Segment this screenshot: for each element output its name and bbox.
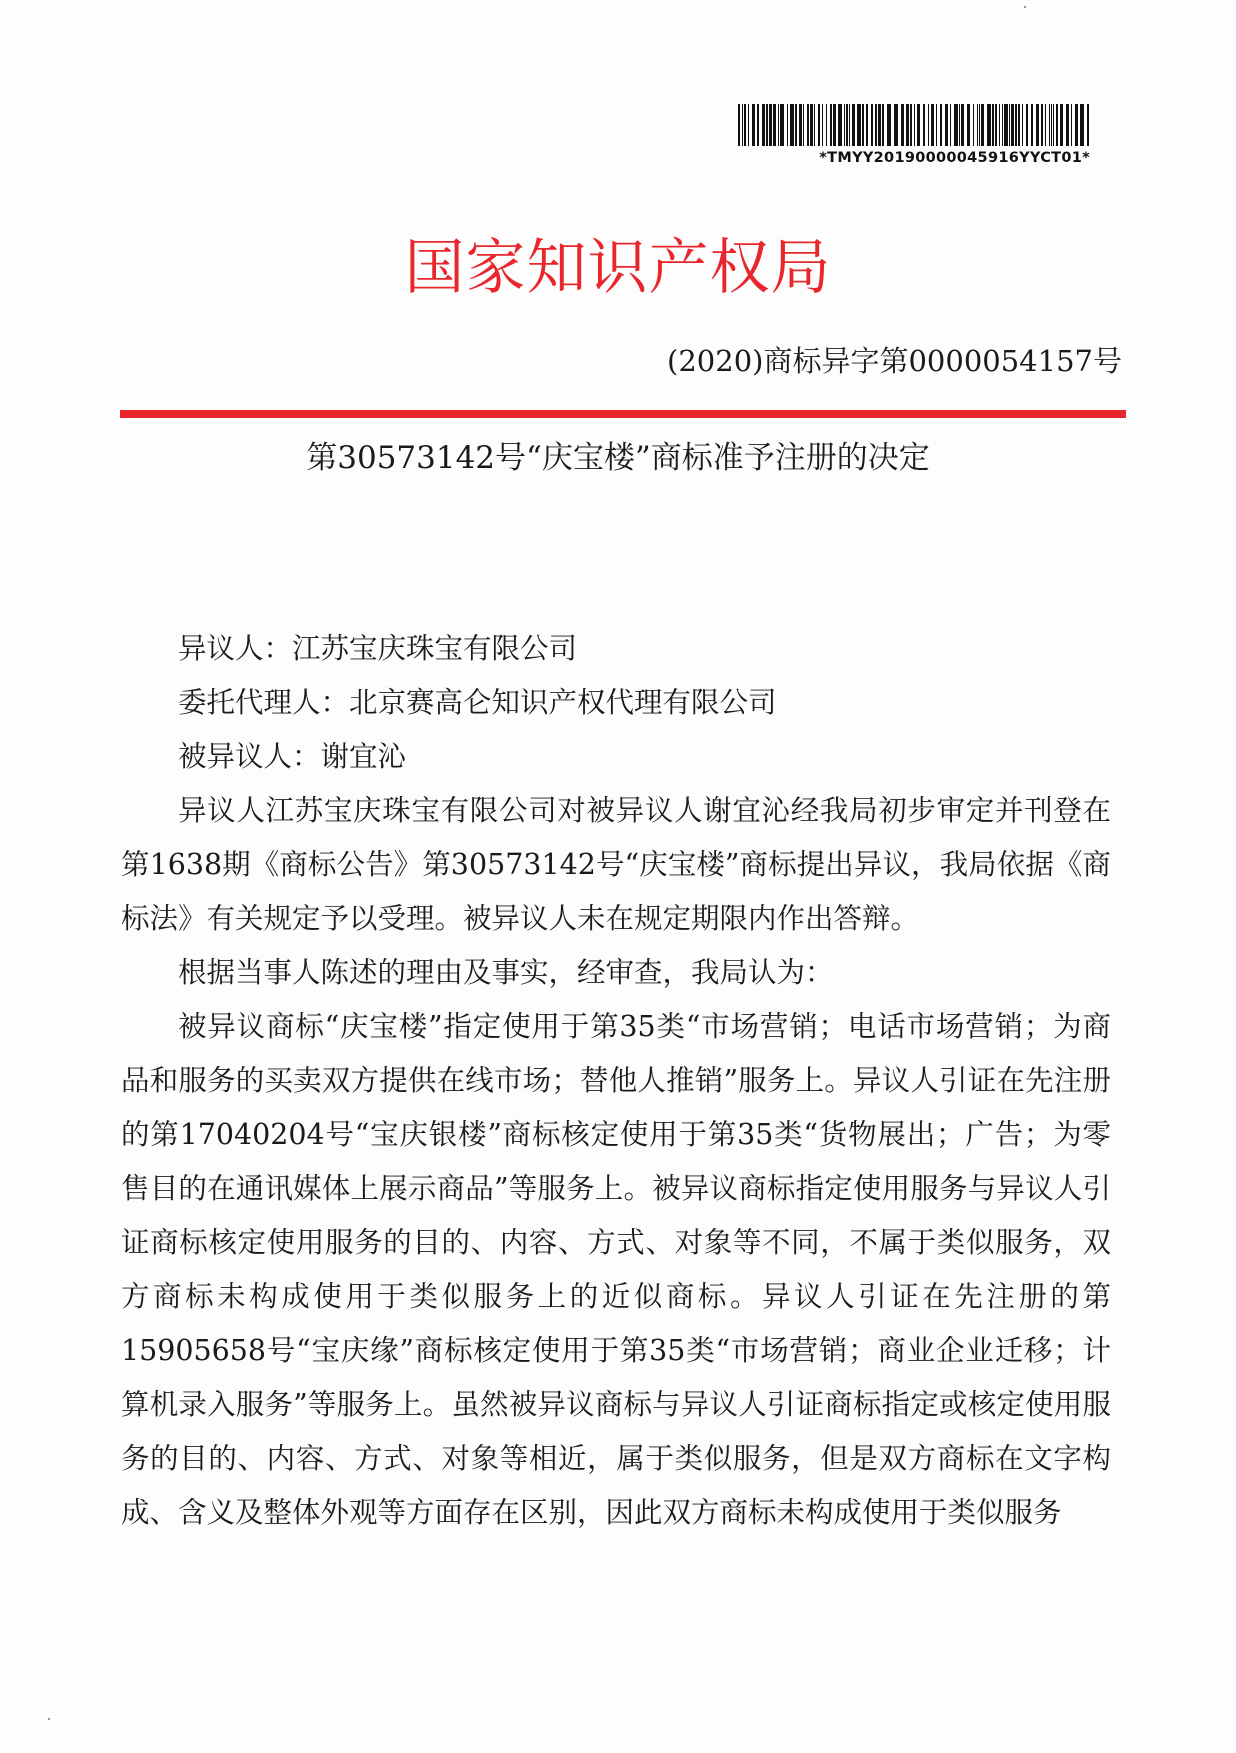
scan-speck [1024, 6, 1026, 8]
barcode-block [738, 104, 1090, 166]
paragraph-review-intro: 根据当事人陈述的理由及事实，经审查，我局认为： [178, 956, 834, 989]
agent-line: 委托代理人：北京赛高仑知识产权代理有限公司 [178, 686, 777, 719]
paragraph-analysis: 被异议商标“庆宝楼”指定使用于第35类“市场营销；电话市场营销；为商品和服务的买卖双方提供在线市场；替他人推销”服务上。异议人引证在先注册的第17040204号“宝庆银楼”商标核定使用于第35类“货物展出；广告；为零售目的在通讯媒体上展示商品”等服务上。被异议商标指定使用服务与异议人引证商标核定使用服务的目的、内容、方式、对象等不同，不属于类似服务，双方商标未构成使用于类似服务上的近似商标。异议人引证在先注册的第15905658号“宝庆缘”商标核定使用于第35类“市场营销；商业企业迁移；计算机录入服务”等服务上。虽然被异议商标与异议人引证商标指定或核定使用服务的目的、内容、方式、对象等相近，属于类似服务，但是双方商标在文字构成、含义及整体外观等方面存在区别，因此双方商标未构成使用于类似服务 [121, 1010, 1111, 1529]
barcode-icon [738, 104, 1090, 146]
agency-title: 国家知识产权局 [404, 233, 832, 303]
barcode-code: *TMYY20190000045916YYCT01* [819, 150, 1090, 166]
scan-speck [48, 1718, 50, 1720]
paragraph-filing: 异议人江苏宝庆珠宝有限公司对被异议人谢宜沁经我局初步审定并刊登在第1638期《商标公告》第30573142号“庆宝楼”商标提出异议，我局依据《商标法》有关规定予以受理。被异议人未在规定期限内作出答辩。 [121, 794, 1111, 935]
red-divider [120, 410, 1126, 418]
document-number: (2020)商标异字第0000054157号 [667, 344, 1122, 378]
document-body [121, 622, 1111, 1540]
decision-title: 第30573142号“庆宝楼”商标准予注册的决定 [306, 440, 930, 476]
objector-line: 异议人：江苏宝庆珠宝有限公司 [178, 632, 578, 665]
respondent-line: 被异议人：谢宜沁 [178, 740, 407, 773]
